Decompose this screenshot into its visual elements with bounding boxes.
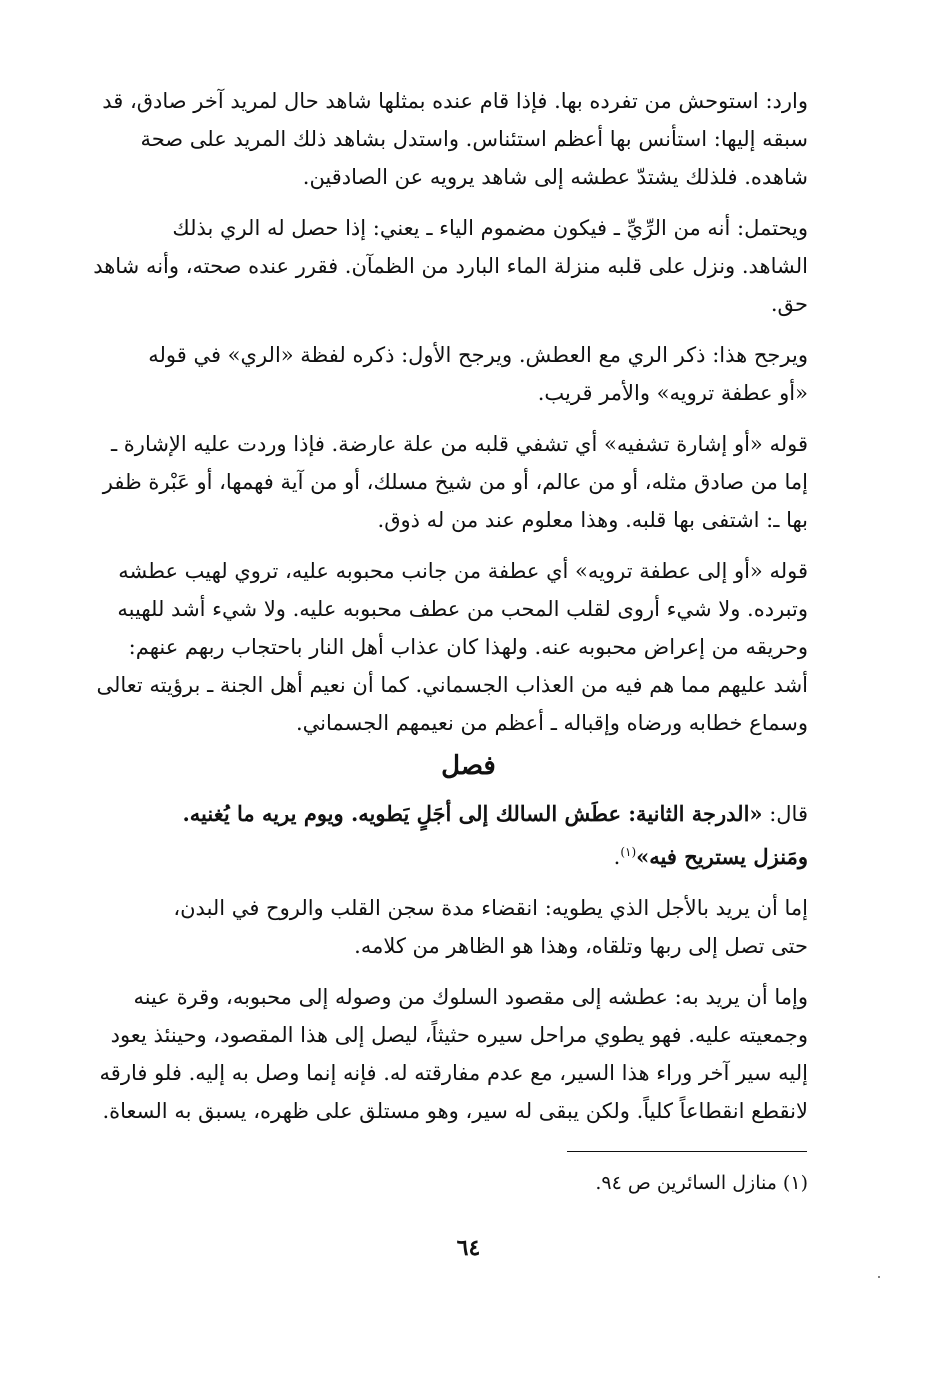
body-text-top [68,82,808,755]
text-line: إليه سير آخر وراء هذا السير، مع عدم مفارقته له. فإنه إنما وصل به إليه. فلو فارقه [99,1061,808,1085]
text-line: حق. [770,292,808,316]
quote-paragraph [68,795,808,876]
quote-end: . [613,845,621,869]
paragraph [68,889,808,965]
paragraph [68,336,808,412]
text-line: قوله «أو إشارة تشفيه» أي تشفي قلبه من علة عارضة. فإذا وردت عليه الإشارة ـ [110,432,808,456]
text-line: أشد عليهم مما هم فيه من العذاب الجسماني. كما أن نعيم أهل الجنة ـ برؤيته تعالى [96,673,808,697]
text-line: إما أن يريد بالأجل الذي يطويه: انقضاء مدة سجن القلب والروح في البدن، [173,896,808,920]
text-line: ويحتمل: أنه من الرِّيِّ ـ فيكون مضموم الياء ـ يعني: إذا حصل له الري بذلك [172,216,808,240]
footnote: (١) منازل السائرين ص ٩٤. [595,1172,808,1194]
footnote-divider [567,1151,807,1152]
text-line: الشاهد. ونزل على قلبه منزلة الماء البارد من الظمآن. فقرر عنده صحته، وأنه شاهد [93,254,808,278]
footnote-marker: (١) [620,845,637,859]
section-heading: فصل [441,751,496,781]
text-line: حتى تصل إلى ربها وتلقاه، وهذا هو الظاهر من كلامه. [354,934,808,958]
text-line: وسماع خطابه ورضاه وإقباله ـ أعظم من نعيمهم الجسماني. [296,711,808,735]
text-line: بها ـ: اشتفى بها قلبه. وهذا معلوم عند من له ذوق. [377,508,808,532]
quote-text: ومَنزل يستريح فيه» [636,844,808,869]
text-line: وجمعيته عليه. فهو يطوي مراحل سيره حثيثاً، ليصل إلى هذا المقصود، وحينئذ يعود [110,1023,808,1047]
text-line [68,795,808,833]
paragraph [68,978,808,1130]
text-line [68,833,808,876]
paragraph [68,82,808,196]
text-line: لانقطع انقطاعاً كلياً. ولكن يبقى له سير، وهو مستلق على ظهره، يسبق به السعاة. [102,1099,808,1123]
text-line: وارد: استوحش من تفرده بها. فإذا قام عنده بمثلها شاهد حال لمريد آخر صادق، قد [102,89,808,113]
page-number: ٦٤ [456,1235,481,1261]
paragraph [68,209,808,323]
text-line: شاهده. فلذلك يشتدّ عطشه إلى شاهد يرويه عن الصادقين. [302,165,808,189]
body-text-bottom [68,795,808,1143]
paragraph [68,552,808,742]
text-line: سبقه إليها: استأنس بها أعظم استئناس. واستدل بشاهد ذلك المريد على صحة [140,127,808,151]
scan-speck [878,1276,880,1278]
quote-text: «الدرجة الثانية: عطَش السالك إلى أجَلٍ يَطويه. ويوم يريه ما يُغنيه. [182,801,763,826]
text-line: ويرجح هذا: ذكر الري مع العطش. ويرجح الأول: ذكره لفظة «الري» في قوله [148,343,808,367]
text-line: وحريقه من إعراض محبوبه عنه. ولهذا كان عذاب أهل النار باحتجاب ربهم عنهم: [128,635,808,659]
text-line: إما من صادق مثله، أو من عالم، أو من شيخ مسلك، أو من آية فهمها، أو عَبْرة ظفر [102,470,808,494]
quote-prefix: قال: [762,802,808,826]
paragraph [68,425,808,539]
text-line: «أو عطفة ترويه» والأمر قريب. [537,381,808,405]
text-line: قوله «أو إلى عطفة ترويه» أي عطفة من جانب محبوبه عليه، تروي لهيب عطشه [118,559,808,583]
text-line: وتبرده. ولا شيء أروى لقلب المحب من عطف محبوبه عليه. ولا شيء أشد للهيبه [117,597,808,621]
text-line: وإما أن يريد به: عطشه إلى مقصود السلوك من وصوله إلى محبوبه، وقرة عينه [133,985,808,1009]
